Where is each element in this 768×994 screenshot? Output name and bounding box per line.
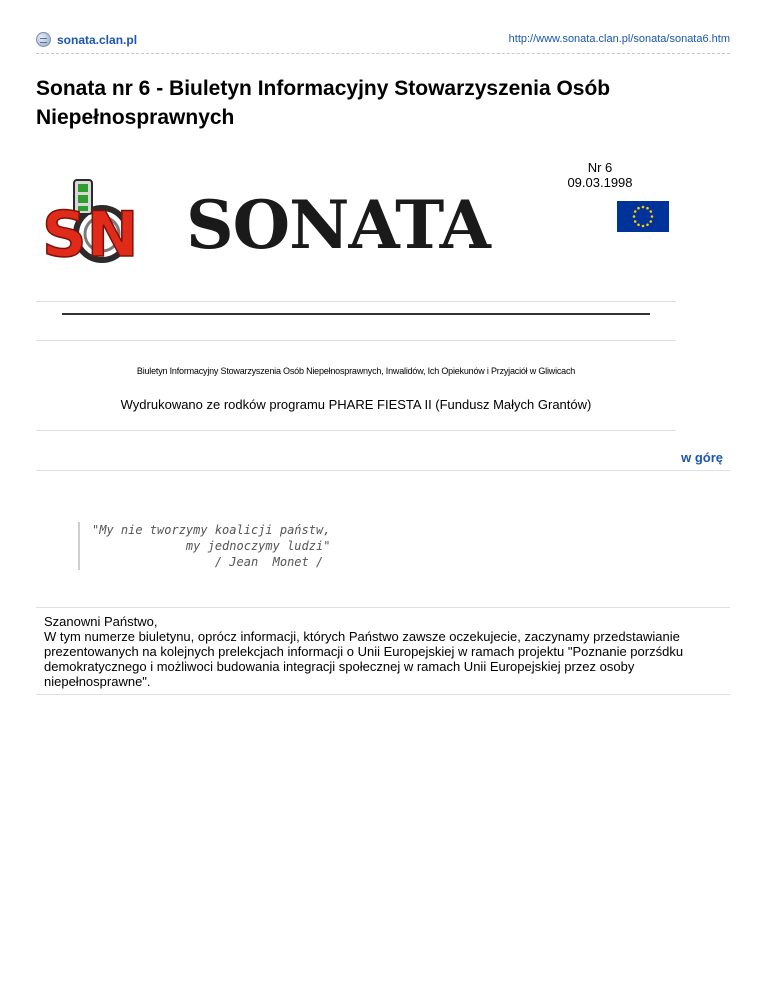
divider <box>36 470 730 471</box>
globe-icon <box>36 32 51 47</box>
intro-letter <box>44 614 734 689</box>
issue-info <box>540 160 660 190</box>
organization-subtitle: Biuletyn Informacyjny Stowarzyszenia Osób Niepełnosprawnych, Inwalidów, Ich Opiekunów i Przyjaciół w Gliwicach <box>136 366 576 376</box>
issue-date: 09.03.1998 <box>567 175 633 190</box>
divider <box>36 430 676 431</box>
divider <box>36 301 676 302</box>
quote-block <box>78 522 330 570</box>
section-rule <box>62 313 650 315</box>
header-divider <box>36 53 730 54</box>
quote-line: my jednoczymy ludzi" <box>92 539 331 553</box>
eu-flag-icon <box>617 201 669 232</box>
letter-body: W tym numerze biuletynu, oprócz informacji, których Państwo zawsze oczekujecie, zaczynamy przedstawianie prezentowanych na kolejnych prelekcjach informacji o Unii Europejskiej w ramach projektu "Poznanie porzśdku demokratycznego i możliwoci budowania integracji społecznej w ramach Unii Europejskiej przez osoby niepełnosprawne". <box>44 629 684 689</box>
divider <box>36 694 730 695</box>
funding-note: Wydrukowano ze rodków programu PHARE FIESTA II (Fundusz Małych Grantów) <box>120 397 592 412</box>
page-title: Sonata nr 6 - Biuletyn Informacyjny Stowarzyszenia Osób Niepełnosprawnych <box>36 77 611 129</box>
site-link[interactable] <box>36 32 137 47</box>
sonata-wordmark: SONATA <box>186 186 490 264</box>
back-to-top-link[interactable]: w górę <box>681 450 723 465</box>
quote-line: "My nie tworzymy koalicji państw, <box>92 523 331 537</box>
divider <box>36 340 676 341</box>
divider <box>36 607 730 608</box>
sonata-logo <box>40 176 520 266</box>
top-bar <box>36 32 730 50</box>
quote-author: / Jean Monet / <box>92 555 324 569</box>
issue-number: Nr 6 <box>587 160 613 175</box>
letter-greeting: Szanowni Państwo, <box>44 614 158 629</box>
site-name: sonata.clan.pl <box>57 32 138 47</box>
sn-badge-logo <box>42 180 139 266</box>
svg-text:SN: SN <box>42 198 139 266</box>
page-url-link[interactable]: http://www.sonata.clan.pl/sonata/sonata6.htm <box>508 33 730 45</box>
